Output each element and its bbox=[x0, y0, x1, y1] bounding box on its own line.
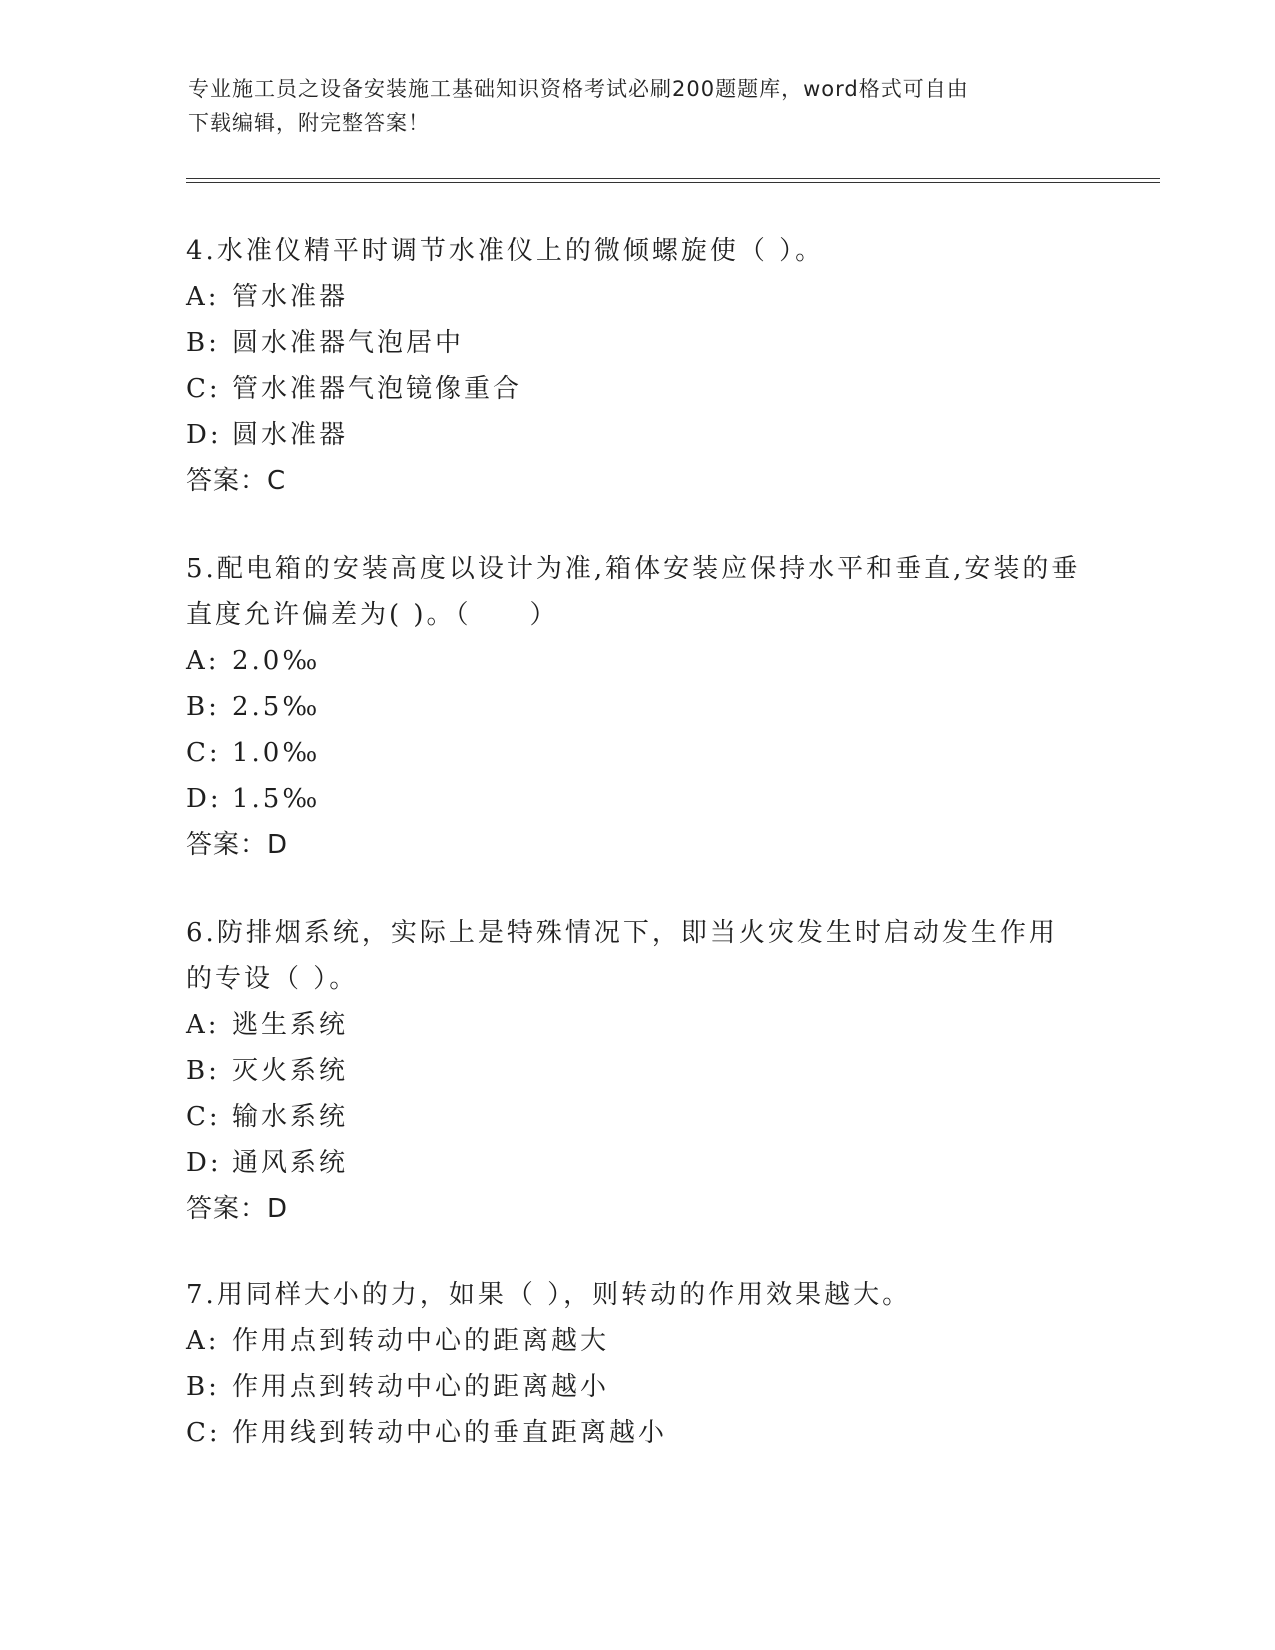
option-text: 2.5‰ bbox=[232, 692, 321, 722]
option-key: C: bbox=[186, 374, 221, 404]
option-c bbox=[186, 1094, 1086, 1140]
document-header bbox=[188, 72, 1088, 140]
option-key: B: bbox=[186, 1372, 220, 1402]
question-number: 4. bbox=[186, 236, 217, 266]
option-key: D: bbox=[186, 1148, 222, 1178]
header-divider-top bbox=[186, 178, 1160, 179]
option-b bbox=[186, 1364, 1086, 1410]
option-key: B: bbox=[186, 328, 220, 358]
option-c bbox=[186, 366, 1086, 412]
option-text: 圆水准器气泡居中 bbox=[232, 328, 465, 358]
option-key: D: bbox=[186, 420, 222, 450]
option-a bbox=[186, 1318, 1086, 1364]
option-text: 灭火系统 bbox=[232, 1056, 349, 1086]
question-stem: 配电箱的安装高度以设计为准,箱体安装应保持水平和垂直,安装的垂直度允许偏差为( )。（ ） bbox=[186, 554, 1081, 630]
header-line-1: 专业施工员之设备安装施工基础知识资格考试必刷200题题库，word格式可自由 bbox=[188, 77, 969, 101]
option-a bbox=[186, 1002, 1086, 1048]
option-text: 1.0‰ bbox=[232, 738, 321, 768]
question-6 bbox=[186, 910, 1086, 1232]
option-text: 2.0‰ bbox=[232, 646, 321, 676]
question-7 bbox=[186, 1272, 1086, 1456]
question-text bbox=[186, 546, 1086, 638]
option-c bbox=[186, 1410, 1086, 1456]
question-stem: 水准仪精平时调节水准仪上的微倾螺旋使（ ）。 bbox=[216, 236, 825, 266]
option-d bbox=[186, 412, 1086, 458]
question-4 bbox=[186, 228, 1086, 504]
option-text: 管水准器气泡镜像重合 bbox=[232, 374, 523, 404]
header-line-2: 下载编辑，附完整答案！ bbox=[188, 111, 430, 135]
option-text: 输水系统 bbox=[232, 1102, 349, 1132]
option-a bbox=[186, 638, 1086, 684]
answer-label: 答案：D bbox=[186, 830, 289, 860]
option-b bbox=[186, 684, 1086, 730]
question-5 bbox=[186, 546, 1086, 868]
option-key: B: bbox=[186, 1056, 220, 1086]
question-text bbox=[186, 1272, 1086, 1318]
question-text bbox=[186, 910, 1086, 1002]
option-key: A: bbox=[186, 646, 220, 676]
option-key: A: bbox=[186, 1326, 220, 1356]
option-key: A: bbox=[186, 282, 220, 312]
question-number: 6. bbox=[186, 918, 217, 948]
option-key: A: bbox=[186, 1010, 220, 1040]
question-text bbox=[186, 228, 1086, 274]
option-text: 逃生系统 bbox=[232, 1010, 349, 1040]
option-d bbox=[186, 1140, 1086, 1186]
option-key: C: bbox=[186, 1418, 221, 1448]
option-b bbox=[186, 320, 1086, 366]
option-a bbox=[186, 274, 1086, 320]
option-key: D: bbox=[186, 784, 222, 814]
header-divider-bottom bbox=[186, 182, 1160, 183]
question-number: 7. bbox=[186, 1280, 217, 1310]
question-stem: 防排烟系统，实际上是特殊情况下，即当火灾发生时启动发生作用的专设（ ）。 bbox=[186, 918, 1058, 994]
option-key: B: bbox=[186, 692, 220, 722]
option-text: 作用线到转动中心的垂直距离越小 bbox=[232, 1418, 668, 1448]
option-b bbox=[186, 1048, 1086, 1094]
option-text: 1.5‰ bbox=[232, 784, 321, 814]
option-text: 圆水准器 bbox=[232, 420, 349, 450]
option-key: C: bbox=[186, 738, 221, 768]
question-stem: 用同样大小的力，如果（ ），则转动的作用效果越大。 bbox=[216, 1280, 912, 1310]
option-text: 作用点到转动中心的距离越大 bbox=[232, 1326, 610, 1356]
question-number: 5. bbox=[186, 554, 217, 584]
option-text: 作用点到转动中心的距离越小 bbox=[232, 1372, 610, 1402]
option-d bbox=[186, 776, 1086, 822]
option-c bbox=[186, 730, 1086, 776]
option-key: C: bbox=[186, 1102, 221, 1132]
answer-label: 答案：D bbox=[186, 1194, 289, 1224]
option-text: 通风系统 bbox=[232, 1148, 349, 1178]
answer-label: 答案：C bbox=[186, 466, 287, 496]
option-text: 管水准器 bbox=[232, 282, 349, 312]
